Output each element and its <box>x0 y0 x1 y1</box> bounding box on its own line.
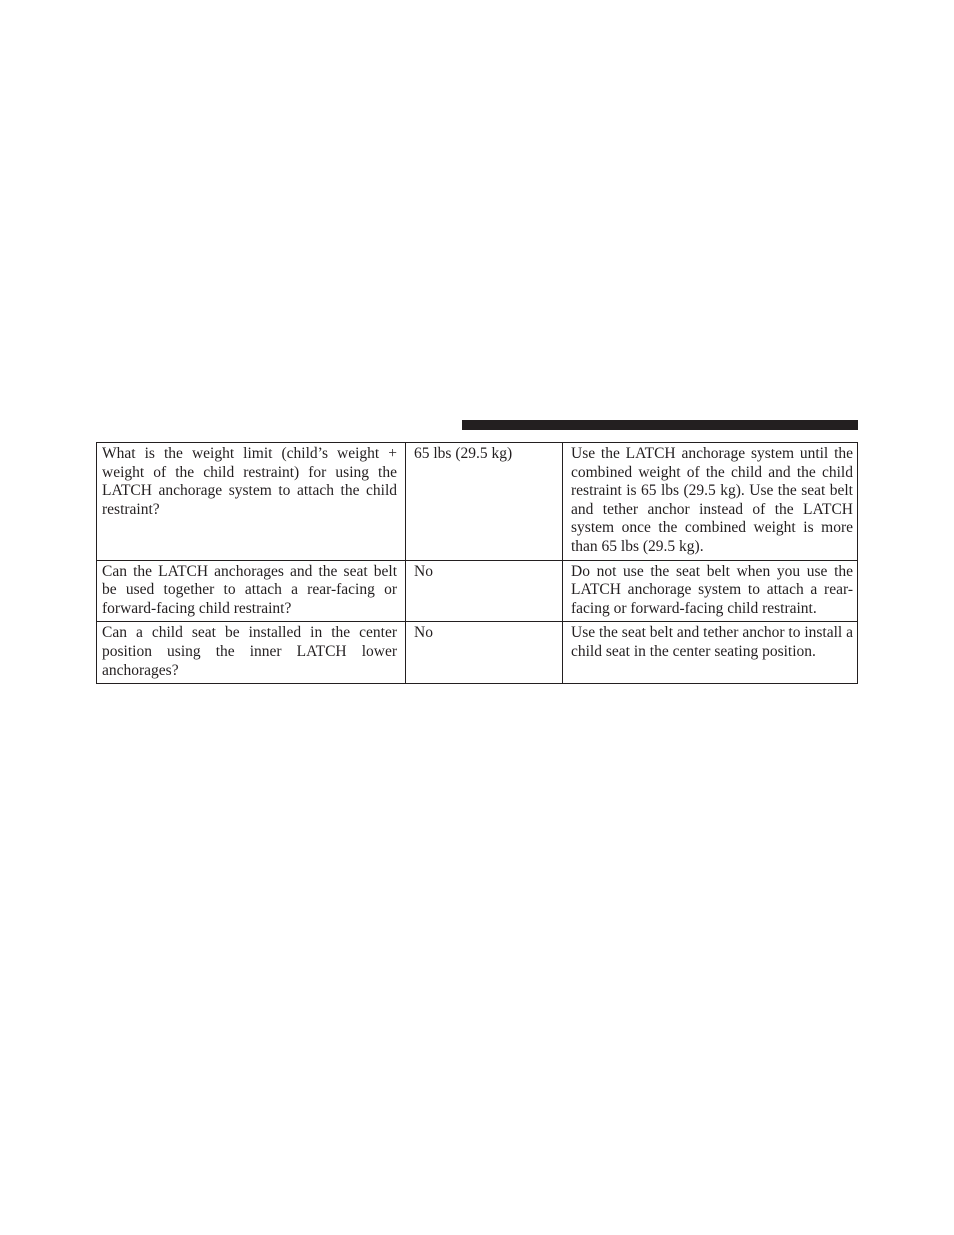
note-cell: Use the seat belt and tether anchor to install a child seat in the center seating position. <box>563 622 858 684</box>
answer-cell: 65 lbs (29.5 kg) <box>406 443 563 561</box>
question-cell: Can a child seat be installed in the center position using the inner LATCH lower anchorages? <box>97 622 406 684</box>
answer-cell: No <box>406 622 563 684</box>
section-header-bar <box>462 420 858 430</box>
answer-cell: No <box>406 560 563 622</box>
table-row <box>97 622 858 684</box>
question-cell: Can the LATCH anchorages and the seat belt be used together to attach a rear-facing or forward-facing child restraint? <box>97 560 406 622</box>
latch-faq-table <box>96 442 858 684</box>
table-row <box>97 560 858 622</box>
note-cell: Do not use the seat belt when you use the LATCH anchorage system to attach a rear-facing or forward-facing child restraint. <box>563 560 858 622</box>
note-cell: Use the LATCH anchorage system until the combined weight of the child and the child restraint is 65 lbs (29.5 kg). Use the seat belt and tether anchor instead of the LATCH system once the combined weight is more than 65 lbs (29.5 kg). <box>563 443 858 561</box>
table-row <box>97 443 858 561</box>
question-cell: What is the weight limit (child’s weight + weight of the child restraint) for using the LATCH anchorage system to attach the child restraint? <box>97 443 406 561</box>
